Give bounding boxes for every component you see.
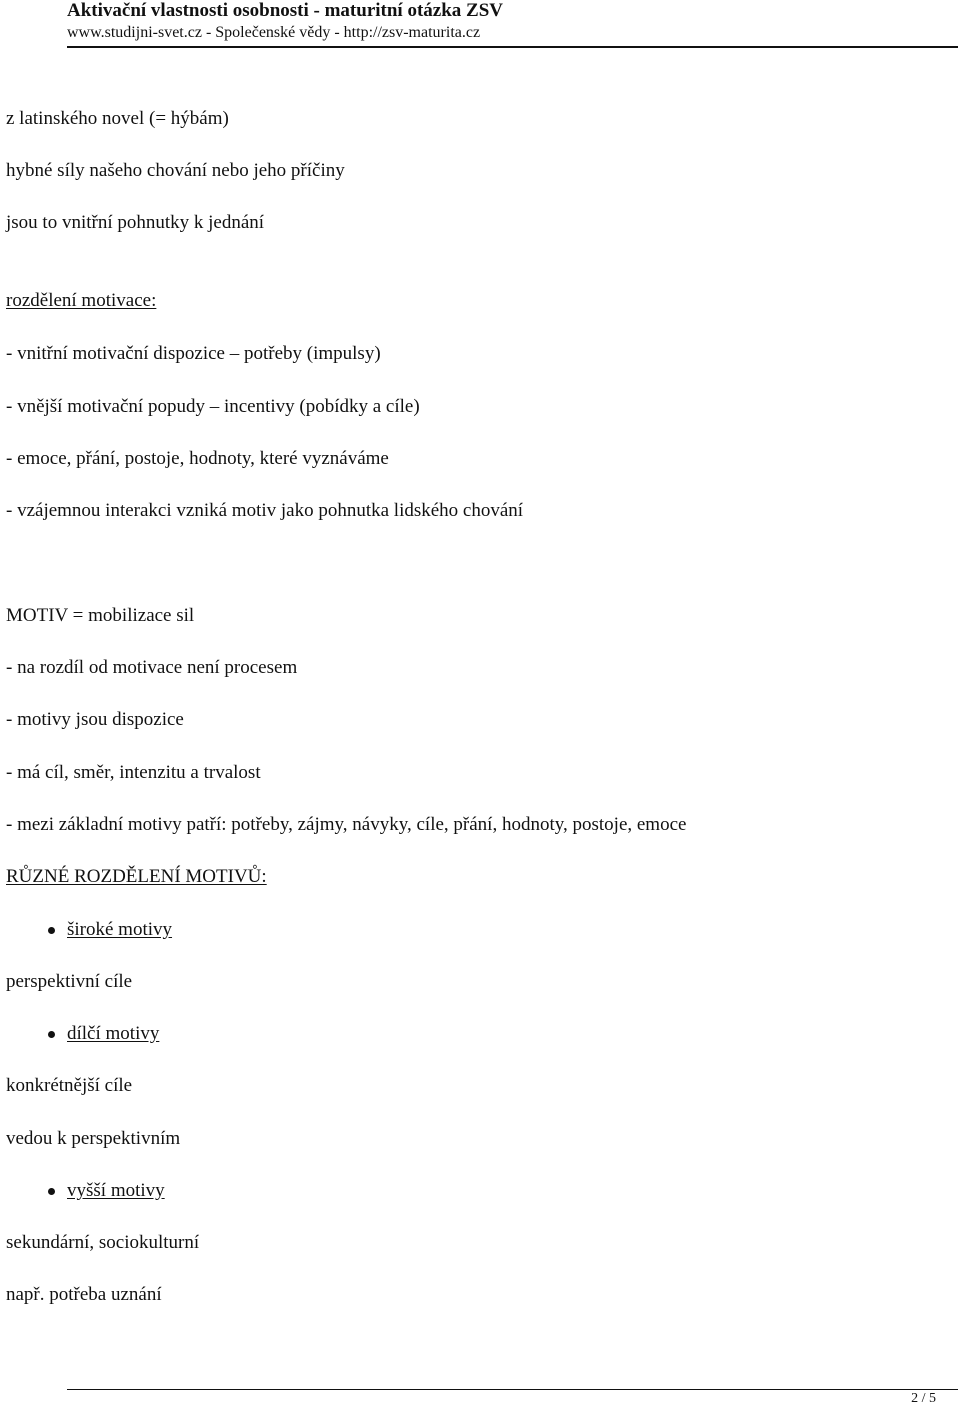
text-line: vedou k perspektivním: [6, 1128, 181, 1149]
text-line: - má cíl, směr, intenzitu a trvalost: [6, 762, 261, 783]
text-line: jsou to vnitřní pohnutky k jednání: [6, 212, 265, 233]
bullet-icon: [48, 1031, 55, 1038]
text-line: např. potřeba uznání: [6, 1284, 162, 1305]
text-line: - na rozdíl od motivace není procesem: [6, 657, 298, 678]
text-line: hybné síly našeho chování nebo jeho příčiny: [6, 160, 345, 181]
text-line: - vnější motivační popudy – incentivy (pobídky a cíle): [6, 396, 420, 417]
text-line: - motivy jsou dispozice: [6, 709, 184, 730]
section-heading-motive-types: RŮZNÉ ROZDĚLENÍ MOTIVŮ:: [6, 866, 267, 887]
text-line: - vzájemnou interakci vzniká motiv jako pohnutka lidského chování: [6, 500, 524, 521]
document-source: www.studijni-svet.cz - Společenské vědy - http://zsv-maturita.cz: [67, 24, 481, 41]
list-item-label: široké motivy: [67, 919, 173, 940]
text-line: sekundární, sociokulturní: [6, 1232, 200, 1253]
bullet-icon: [48, 1188, 55, 1195]
section-heading-motivation: rozdělení motivace:: [6, 290, 157, 311]
list-item-label: vyšší motivy: [67, 1180, 165, 1201]
list-item-label: dílčí motivy: [67, 1023, 160, 1044]
text-line: konkrétnější cíle: [6, 1075, 133, 1096]
footer-divider: [67, 1389, 958, 1390]
bullet-icon: [48, 927, 55, 934]
header-divider: [67, 46, 958, 48]
text-line: z latinského novel (= hýbám): [6, 108, 229, 129]
text-line: perspektivní cíle: [6, 971, 133, 992]
page-number: 2 / 5: [911, 1391, 936, 1406]
text-line-motiv: MOTIV = mobilizace sil: [6, 605, 195, 626]
document-title: Aktivační vlastnosti osobnosti - maturitní otázka ZSV: [67, 0, 503, 21]
text-line: - mezi základní motivy patří: potřeby, zájmy, návyky, cíle, přání, hodnoty, postoje, emoce: [6, 814, 687, 835]
text-line: - emoce, přání, postoje, hodnoty, které vyznáváme: [6, 448, 389, 469]
text-line: - vnitřní motivační dispozice – potřeby (impulsy): [6, 343, 381, 364]
